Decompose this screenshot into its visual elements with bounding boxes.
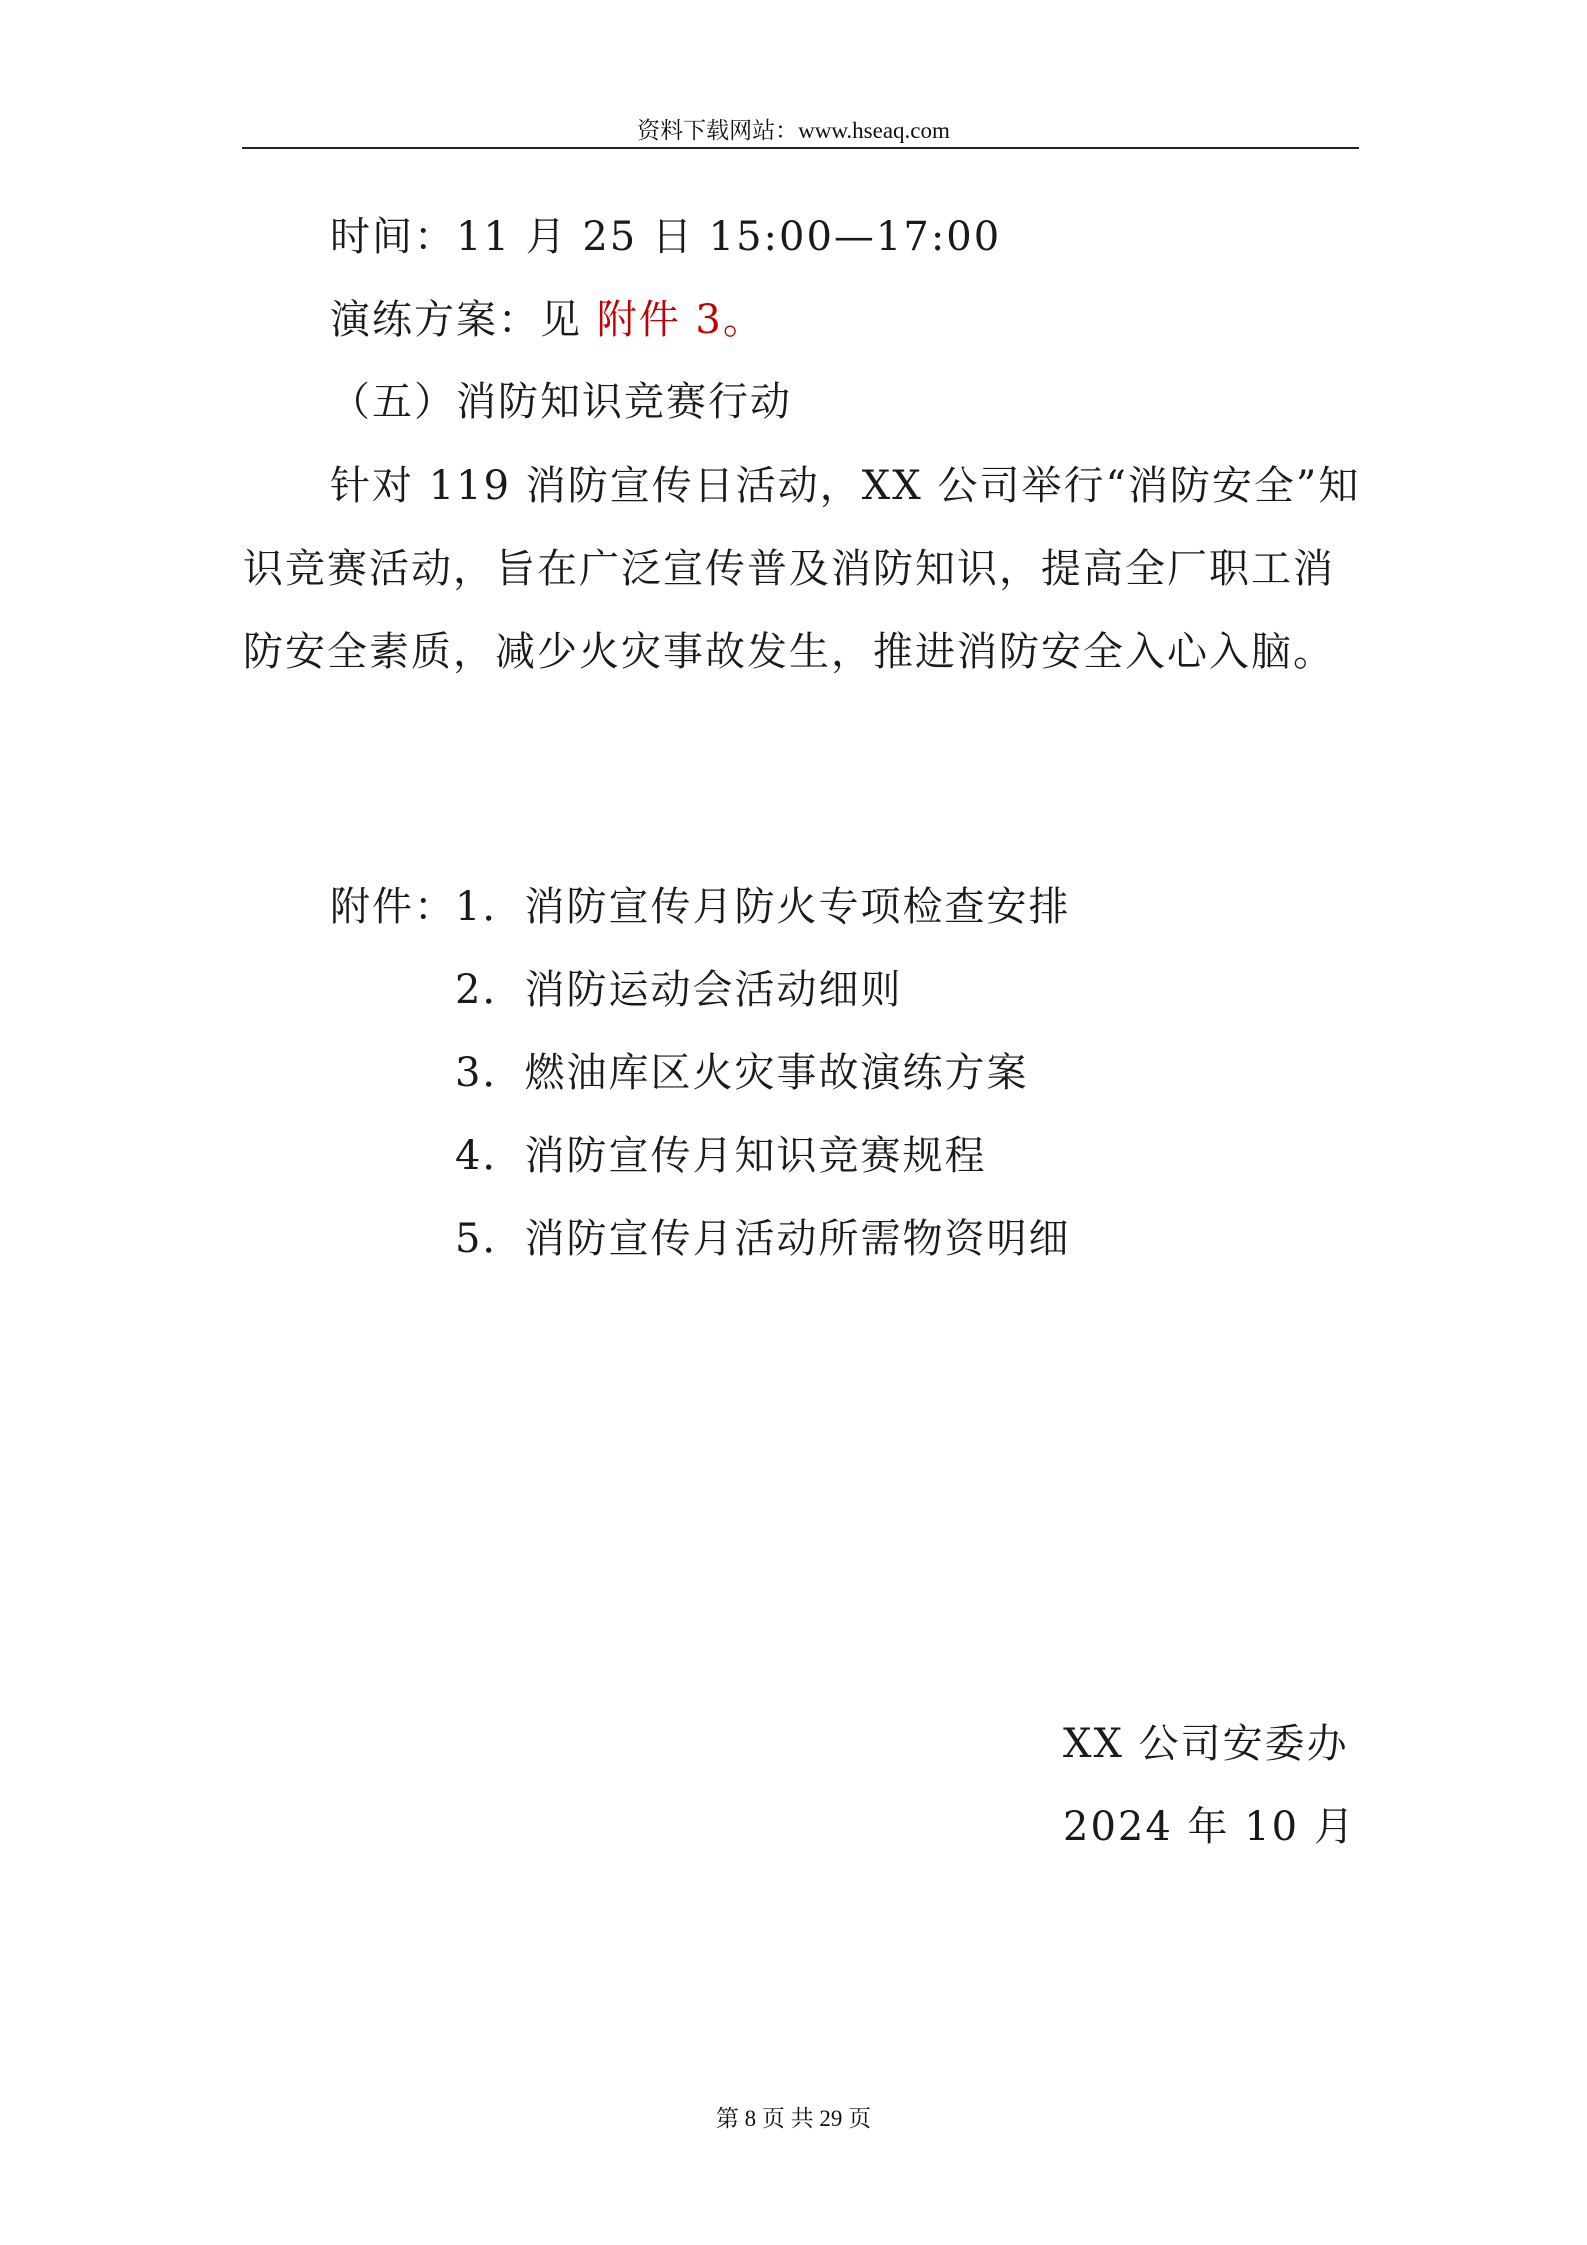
attachment-item-2: 2．消防运动会活动细则 <box>455 967 903 1013</box>
section-title: （五）消防知识竞赛行动 <box>330 379 792 425</box>
attachment-item-4: 4．消防宣传月知识竞赛规程 <box>455 1133 987 1179</box>
header-divider <box>242 147 1359 149</box>
plan-line <box>330 296 765 344</box>
signature-date: 2024 年 10 月 <box>1063 1804 1356 1850</box>
paragraph-line-2: 识竞赛活动，旨在广泛宣传普及消防知识，提高全厂职工消 <box>243 546 1335 592</box>
page-header: 资料下载网站：www.hseaq.com <box>637 118 950 143</box>
attachments-label: 附件： <box>330 884 456 930</box>
paragraph-line-1: 针对 119 消防宣传日活动，XX 公司举行“消防安全”知 <box>330 463 1361 509</box>
plan-prefix: 演练方案：见 <box>330 297 597 343</box>
attachment-item-1: 1．消防宣传月防火专项检查安排 <box>455 884 1071 930</box>
paragraph-line-3: 防安全素质，减少火灾事故发生，推进消防安全入心入脑。 <box>243 629 1335 675</box>
attachment-item-5: 5．消防宣传月活动所需物资明细 <box>455 1216 1071 1262</box>
plan-attachment-link[interactable]: 附件 3。 <box>596 297 765 343</box>
attachment-item-3: 3．燃油库区火灾事故演练方案 <box>455 1050 1029 1096</box>
time-line: 时间：11 月 25 日 15:00—17:00 <box>330 214 1002 260</box>
signature-org: XX 公司安委办 <box>1063 1721 1349 1767</box>
page-footer: 第 8 页 共 29 页 <box>715 2106 872 2131</box>
